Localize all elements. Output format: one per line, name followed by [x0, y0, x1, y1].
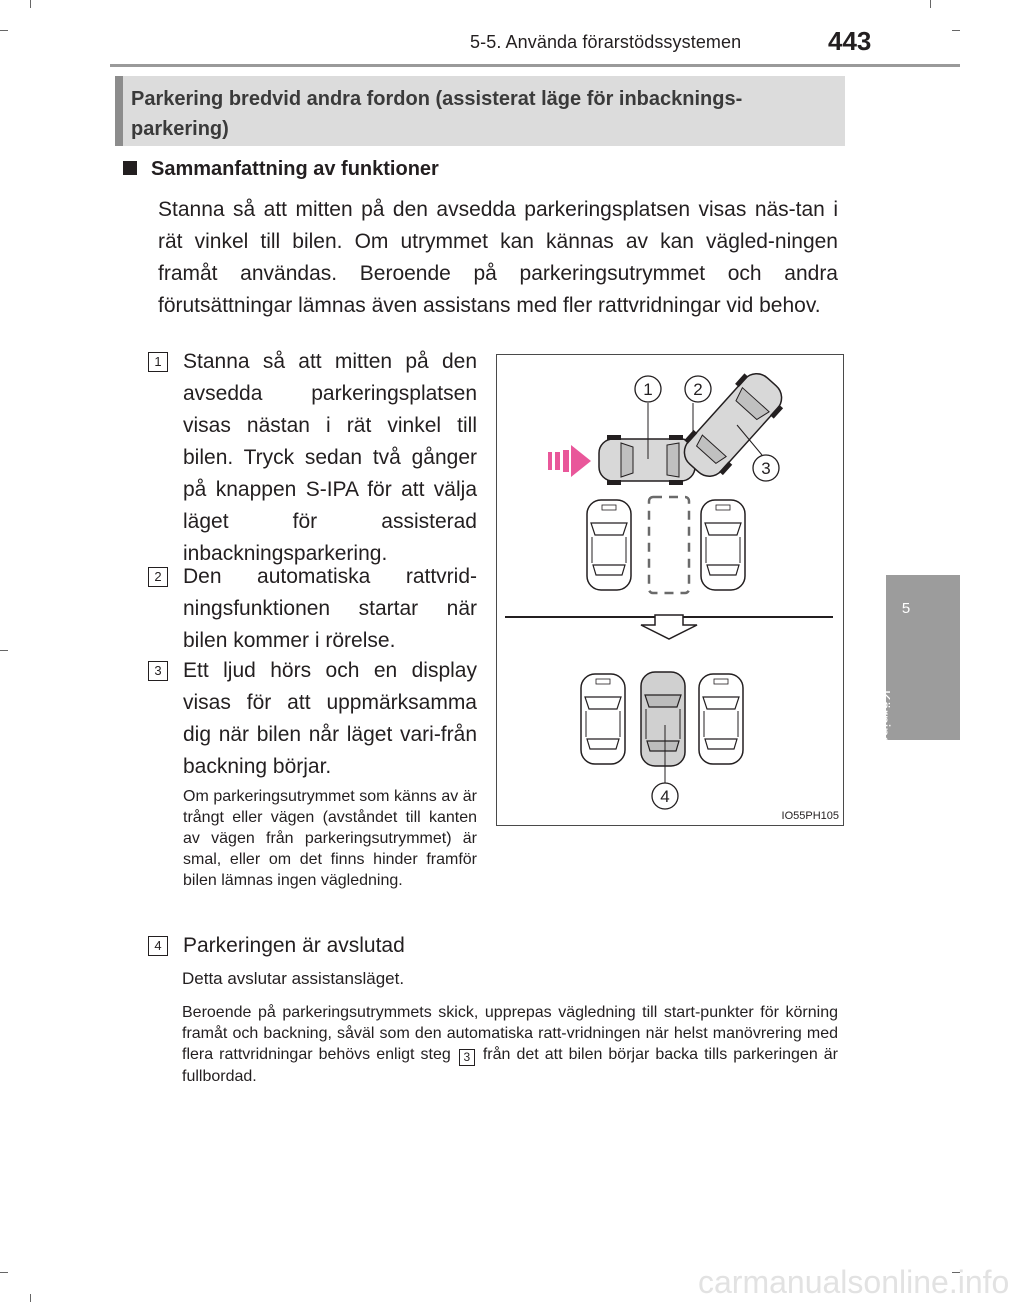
parked-car-icon [701, 500, 745, 590]
figure-id: IO55PH105 [781, 810, 839, 822]
header-section-title: 5-5. Använda förarstödssystemen [470, 32, 742, 52]
callout-1-label: 1 [643, 380, 653, 399]
chapter-tab-label: Körning [875, 690, 892, 746]
parked-car-icon [581, 674, 625, 764]
step-1-text: Stanna så att mitten på den avsedda parkeringsplatsen visas nästan i rät vinkel till bilen. Tryck sedan två gånger på knappen S-IPA för att välja läget för assisterad inbackningsparkering. [183, 350, 477, 565]
step-number-1: 1 [148, 352, 168, 372]
callout-4-label: 4 [660, 787, 670, 806]
direction-arrow-icon [548, 445, 591, 477]
parked-car-icon [699, 674, 743, 764]
header-rule [110, 64, 960, 67]
final-note-text-end: från det att bilen börjar backa tills parkeringen är fullbordad. [182, 1046, 838, 1085]
parking-illustration [496, 354, 844, 826]
step-4-text: Parkeringen är avslutad [183, 934, 405, 957]
parked-car-icon [587, 500, 631, 590]
parked-grey-car-icon [641, 672, 685, 766]
section-title: Parkering bredvid andra fordon (assisterat läge för inbacknings-parkering) [131, 88, 743, 140]
step-3-text: Ett ljud hörs och en display visas för att uppmärksamma dig när bilen når läget vari-från backning börjar. [183, 659, 477, 778]
step-number-2: 2 [148, 567, 168, 587]
summary-heading-text: Sammanfattning av funktioner [151, 158, 439, 180]
parking-diagram-svg [497, 355, 843, 825]
crop-mark [952, 30, 960, 31]
crop-mark [0, 650, 8, 651]
step-4-note: Detta avslutar assistansläget. [182, 969, 405, 988]
crop-mark [0, 1272, 8, 1273]
callout-2-label: 2 [693, 380, 703, 399]
crop-mark [930, 0, 931, 8]
crop-mark [0, 30, 8, 31]
target-space-icon [649, 497, 689, 593]
square-bullet-icon [123, 161, 137, 175]
step-3-note: Om parkeringsutrymmet som känns av är trångt eller vägen (avståndet till kanten av vägen från parkeringsutrymmet) är smal, eller om det finns hinder framför bilen lämnas ingen vägledning. [183, 788, 477, 889]
step-2-text: Den automatiska rattvrid-ningsfunktionen startar när bilen kommer i rörelse. [183, 565, 477, 652]
crop-mark [30, 0, 31, 8]
final-note-text: Beroende på parkeringsutrymmets skick, upprepas vägledning till start-punkter för körning framåt och backning, såväl som den automatiska ratt-vridningen när helst manövrering med flera rattvridningar behövs enligt steg [182, 1004, 838, 1063]
page-number: 443 [828, 26, 872, 56]
watermark: carmanualsonline.info [698, 1264, 1009, 1300]
moving-car-icon [599, 435, 695, 485]
final-note [182, 1002, 838, 1087]
callout-3-label: 3 [761, 459, 771, 478]
summary-text: Stanna så att mitten på den avsedda parkeringsplatsen visas näs-tan i rät vinkel till bilen. Om utrymmet kan kännas av kan vägled-ningen framåt användas. Beroende på parkeringsutrymmet och andra förutsättningar lämnas även assistans med fler rattvridningar vid behov. [158, 198, 838, 317]
chapter-tab-number: 5 [901, 600, 911, 617]
crop-mark [30, 1294, 31, 1302]
down-arrow-icon [641, 615, 697, 639]
step-number-3: 3 [148, 661, 168, 681]
step-number-4: 4 [148, 936, 168, 956]
final-note-step-ref: 3 [459, 1049, 475, 1066]
summary-heading [123, 158, 439, 181]
